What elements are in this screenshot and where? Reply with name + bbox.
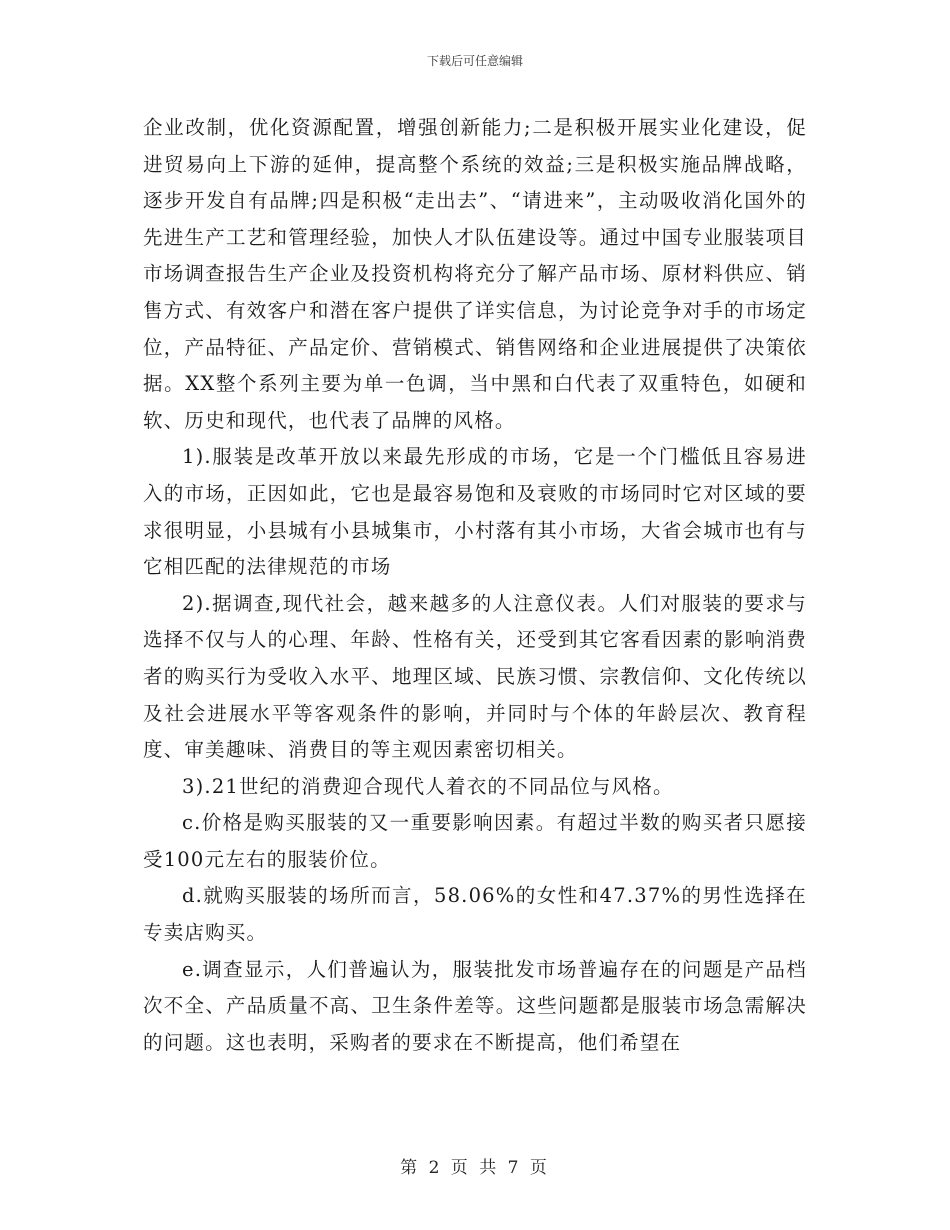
paragraph-point-2: 2).据调查,现代社会，越来越多的人注意仪表。人们对服装的要求与选择不仅与人的心理、年龄、性格有关，还受到其它客看因素的影响消费者的购买行为受收入水平、地理区域、民族习惯、宗教信仰、文化传统以及社会进展水平等客观条件的影响，并同时与个体的年龄层次、教育程度、审美趣味、消费目的等主观因素密切相关。 <box>143 591 807 762</box>
page-header: 下载后可任意编辑 <box>426 54 523 68</box>
paragraph-point-3: 3).21世纪的消费迎合现代人着衣的不同品位与风格。 <box>182 774 674 798</box>
paragraph-point-e: e.调查显示，人们普遍认为，服装批发市场普遍存在的问题是产品档次不全、产品质量不高、卫生条件差等。这些问题都是服装市场急需解决的问题。这也表明，采购者的要求在不断提高，他们希望在 <box>143 957 807 1054</box>
paragraph-point-c: c.价格是购买服装的又一重要影响因素。有超过半数的购买者只愿接受100元左右的服装价位。 <box>143 811 807 871</box>
page-footer: 第 2 页 共 7 页 <box>400 1158 550 1178</box>
paragraph-point-1: 1).服装是改革开放以来最先形成的市场，它是一个门槛低且容易进入的市场，正因如此，它也是最容易饱和及衰败的市场同时它对区域的要求很明显，小县城有小县城集市，小村落有其小市场，大省会城市也有与它相匹配的法律规范的市场 <box>143 445 807 579</box>
paragraph-intro: 企业改制，优化资源配置，增强创新能力;二是积极开展实业化建设，促进贸易向上下游的延伸，提高整个系统的效益;三是积极实施品牌战略，逐步开发自有品牌;四是积极“走出去”、“请进来”，主动吸收消化国外的先进生产工艺和管理经验，加快人才队伍建设等。通过中国专业服装项目市场调查报告生产企业及投资机构将充分了解产品市场、原材料供应、销售方式、有效客户和潜在客户提供了详实信息，为讨论竞争对手的市场定位，产品特征、产品定价、营销模式、销售网络和企业进展提供了决策依据。XX整个系列主要为单一色调，当中黑和白代表了双重特色，如硬和软、历史和现代，也代表了品牌的风格。 <box>143 116 807 432</box>
document-body <box>143 110 807 1061</box>
paragraph-point-d: d.就购买服装的场所而言，58.06%的女性和47.37%的男性选择在专卖店购买。 <box>143 884 807 945</box>
